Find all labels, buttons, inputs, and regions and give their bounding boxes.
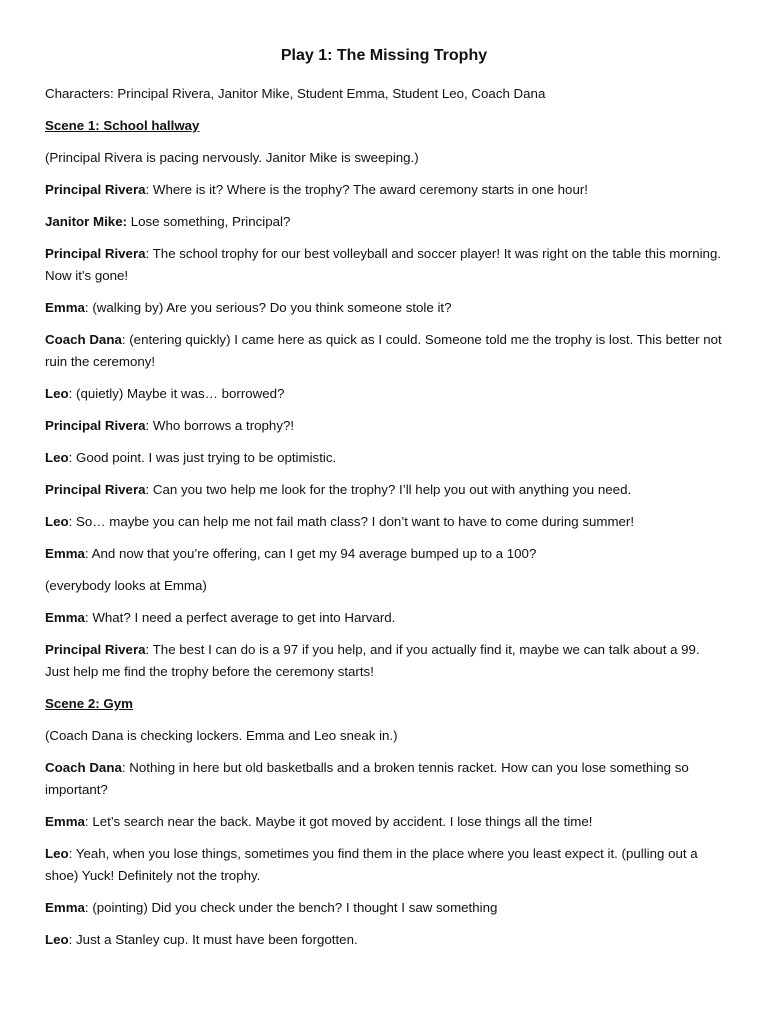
speaker-separator: : [68,450,73,465]
dialogue-line [45,383,725,405]
speaker-separator: : [145,418,150,433]
speaker-name: Leo [45,450,69,465]
dialogue-text: Let’s search near the back. Maybe it got moved by accident. I lose things all the time! [88,814,593,829]
speaker-separator: : [68,932,73,947]
speaker-separator: : [145,182,150,197]
speaker-name: Principal Rivera [45,418,146,433]
dialogue-line [45,447,725,469]
speaker-separator: : [121,332,126,347]
speaker-separator: : [84,546,89,561]
dialogue-line [45,607,725,629]
speaker-separator: : [84,300,89,315]
dialogue-line [45,415,725,437]
dialogue-text: What? I need a perfect average to get into Harvard. [88,610,396,625]
speaker-separator: : [145,482,150,497]
speaker-name: Coach Dana [45,760,122,775]
dialogue-line [45,843,725,887]
dialogue-text: Good point. I was just trying to be optimistic. [72,450,337,465]
speaker-name: Emma [45,814,85,829]
speaker-separator: : [84,610,89,625]
dialogue-text: The best I can do is a 97 if you help, and if you actually find it, maybe we can talk about a 99. Just help me find the trophy before the ceremony starts! [45,642,700,679]
dialogue-text: Just a Stanley cup. It must have been forgotten. [72,932,358,947]
dialogue-line [45,179,725,201]
dialogue-text: Can you two help me look for the trophy? I’ll help you out with anything you need. [149,482,632,497]
stage-direction: (everybody looks at Emma) [45,578,207,593]
speaker-name: Leo [45,514,69,529]
speaker-separator: : [145,246,150,261]
speaker-separator: : [68,386,73,401]
dialogue-line [45,297,725,319]
speaker-separator: : [145,642,150,657]
speaker-name: Principal Rivera [45,182,146,197]
dialogue-text: The school trophy for our best volleyball and soccer player! It was right on the table this morning. Now it's gone! [45,246,722,283]
dialogue-text: Who borrows a trophy?! [149,418,295,433]
speaker-name: Janitor Mike: [45,214,128,229]
dialogue-line [45,511,725,533]
dialogue-line [45,243,725,287]
dialogue-text: Where is it? Where is the trophy? The award ceremony starts in one hour! [149,182,588,197]
dialogue-line [45,479,725,501]
dialogue-text: Lose something, Principal? [127,214,291,229]
speaker-name: Principal Rivera [45,642,146,657]
speaker-name: Emma [45,300,85,315]
dialogue-line [45,211,725,233]
speaker-separator: : [68,514,73,529]
scene-heading: Scene 1: School hallway [45,118,200,133]
speaker-separator: : [84,900,89,915]
dialogue-line [45,897,725,919]
speaker-separator: : [84,814,89,829]
dialogue-text: (walking by) Are you serious? Do you think someone stole it? [88,300,452,315]
dialogue-text: So… maybe you can help me not fail math class? I don’t want to have to come during summer! [72,514,635,529]
speaker-name: Principal Rivera [45,246,146,261]
dialogue-line [45,543,725,565]
speaker-name: Emma [45,900,85,915]
speaker-name: Principal Rivera [45,482,146,497]
speaker-name: Leo [45,932,69,947]
play-script [45,83,725,961]
script-lines [45,115,725,951]
dialogue-line [45,757,725,801]
dialogue-text: Yeah, when you lose things, sometimes you find them in the place where you least expect it. (pulling out a shoe) Yuck! Definitely not the trophy. [45,846,698,883]
dialogue-line [45,639,725,683]
play-title: Play 1: The Missing Trophy [280,47,488,64]
speaker-name: Emma [45,546,85,561]
dialogue-line [45,811,725,833]
speaker-separator: : [68,846,73,861]
dialogue-text: And now that you’re offering, can I get my 94 average bumped up to a 100? [88,546,537,561]
dialogue-text: Nothing in here but old basketballs and a broken tennis racket. How can you lose something so important? [45,760,689,797]
speaker-name: Leo [45,386,69,401]
dialogue-line [45,329,725,373]
dialogue-text: (pointing) Did you check under the bench? I thought I saw something [88,900,498,915]
speaker-name: Emma [45,610,85,625]
dialogue-text: (quietly) Maybe it was… borrowed? [72,386,285,401]
stage-direction: (Coach Dana is checking lockers. Emma and Leo sneak in.) [45,728,398,743]
dialogue-text: (entering quickly) I came here as quick as I could. Someone told me the trophy is lost. This better not ruin the ceremony! [45,332,722,369]
speaker-name: Coach Dana [45,332,122,347]
dialogue-line [45,929,725,951]
scene-heading: Scene 2: Gym [45,696,133,711]
stage-direction: (Principal Rivera is pacing nervously. Janitor Mike is sweeping.) [45,150,419,165]
characters-line: Characters: Principal Rivera, Janitor Mike, Student Emma, Student Leo, Coach Dana [45,86,546,101]
speaker-name: Leo [45,846,69,861]
speaker-separator: : [121,760,126,775]
